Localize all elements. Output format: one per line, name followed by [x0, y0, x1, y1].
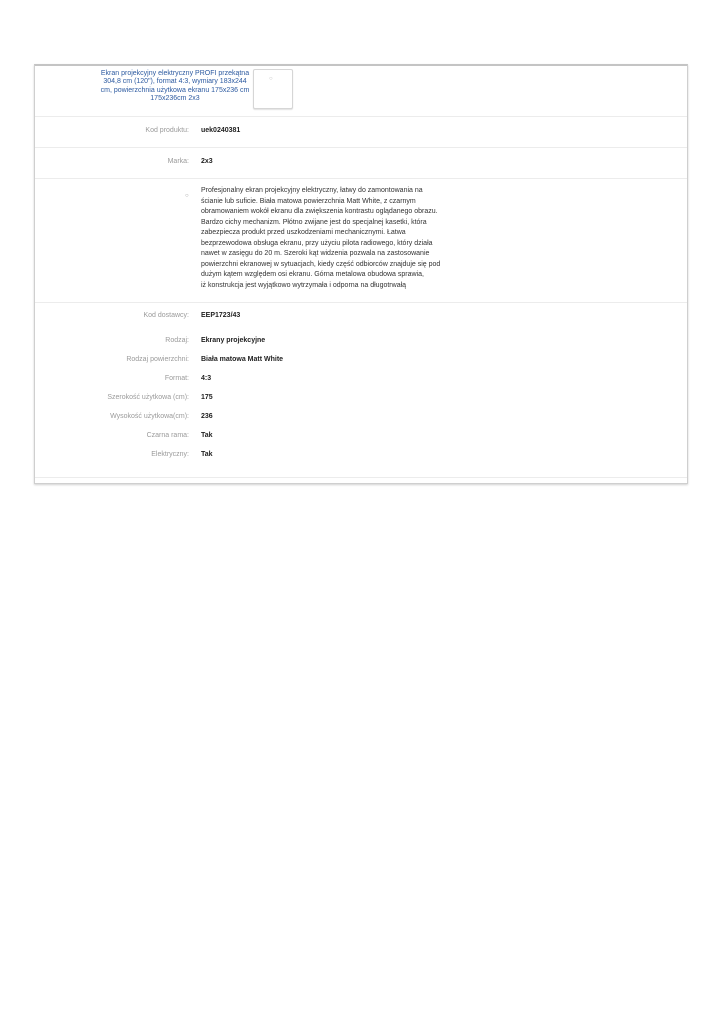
attribute-row [35, 394, 687, 408]
attribute-row [35, 451, 687, 465]
attribute-value: 4:3 [201, 375, 212, 382]
product-card [34, 64, 688, 484]
attribute-value: 175 [201, 394, 213, 401]
description-line: powierzchni ekranowej w sytuacjach, kiedy część odbiorców znajduje się pod [201, 260, 441, 268]
attribute-row [35, 356, 687, 370]
attribute-label: Elektryczny: [151, 451, 189, 458]
attribute-value: Tak [201, 451, 213, 458]
brand-label: Marka: [167, 158, 189, 165]
attributes-section [35, 302, 687, 478]
description-row [35, 178, 687, 303]
product-header-row [35, 66, 687, 117]
product-code-row [35, 116, 687, 148]
attribute-label: Rodzaj powierzchni: [126, 356, 189, 363]
supplier-code-row [35, 312, 687, 326]
image-placeholder-icon: ○ [269, 76, 273, 82]
attribute-row [35, 337, 687, 351]
description-line: Bardzo cichy mechanizm. Płótno zwijane jest do specjalnej kasetki, która [201, 218, 427, 226]
attribute-value: Ekrany projekcyjne [201, 337, 266, 344]
attribute-row [35, 432, 687, 446]
attribute-value: Biała matowa Matt White [201, 356, 284, 363]
description-line: dużym kątem względem osi ekranu. Górna metalowa obudowa sprawia, [201, 271, 424, 278]
attribute-label: Czarna rama: [146, 432, 189, 439]
description-line: Profesjonalny ekran projekcyjny elektryczny, łatwy do zamontowania na [201, 187, 423, 194]
attribute-row [35, 375, 687, 389]
brand-row [35, 147, 687, 179]
description-line: bezprzewodowa obsługa ekranu, przy użyciu pilota radiowego, który działa [201, 239, 433, 247]
attribute-value: Tak [201, 432, 213, 439]
supplier-code-label: Kod dostawcy: [143, 312, 189, 319]
brand-value: 2x3 [201, 158, 213, 165]
attribute-label: Szerokość użytkowa (cm): [107, 394, 189, 401]
description-line: ścianie lub suficie. Biała matowa powierzchnia Matt White, z czarnym [201, 197, 416, 205]
attribute-label: Rodzaj: [165, 337, 189, 344]
attribute-label: Wysokość użytkowa(cm): [110, 413, 189, 420]
attribute-row [35, 413, 687, 427]
bullet-icon: ○ [185, 193, 189, 199]
attribute-label: Format: [164, 375, 189, 382]
description-text[interactable] [201, 186, 459, 300]
supplier-code-value: EEP1723/43 [201, 312, 241, 319]
description-line: zabezpiecza produkt przed uszkodzeniami mechanicznymi. Łatwa [201, 229, 406, 236]
product-thumbnail[interactable] [253, 69, 293, 109]
product-code-value: uek0240381 [201, 127, 241, 134]
description-line: iż konstrukcja jest wyjątkowo wytrzymała i odporna na długotrwałą [201, 281, 407, 289]
product-code-label: Kod produktu: [145, 127, 189, 134]
attribute-value: 236 [201, 413, 213, 420]
description-line: obramowaniem wokół ekranu dla zwiększenia kontrastu oglądanego obrazu. [201, 208, 438, 215]
description-line: nawet w zasięgu do 20 m. Szeroki kąt widzenia pozwala na zastosowanie [201, 250, 430, 257]
product-title-link[interactable]: Ekran projekcyjny elektryczny PROFI przekątna 304,8 cm (120"), format 4:3, wymiary 183x244 cm, powierzchnia użytkowa ekranu 175x236 cm 175x236cm 2x3 [100, 70, 250, 103]
